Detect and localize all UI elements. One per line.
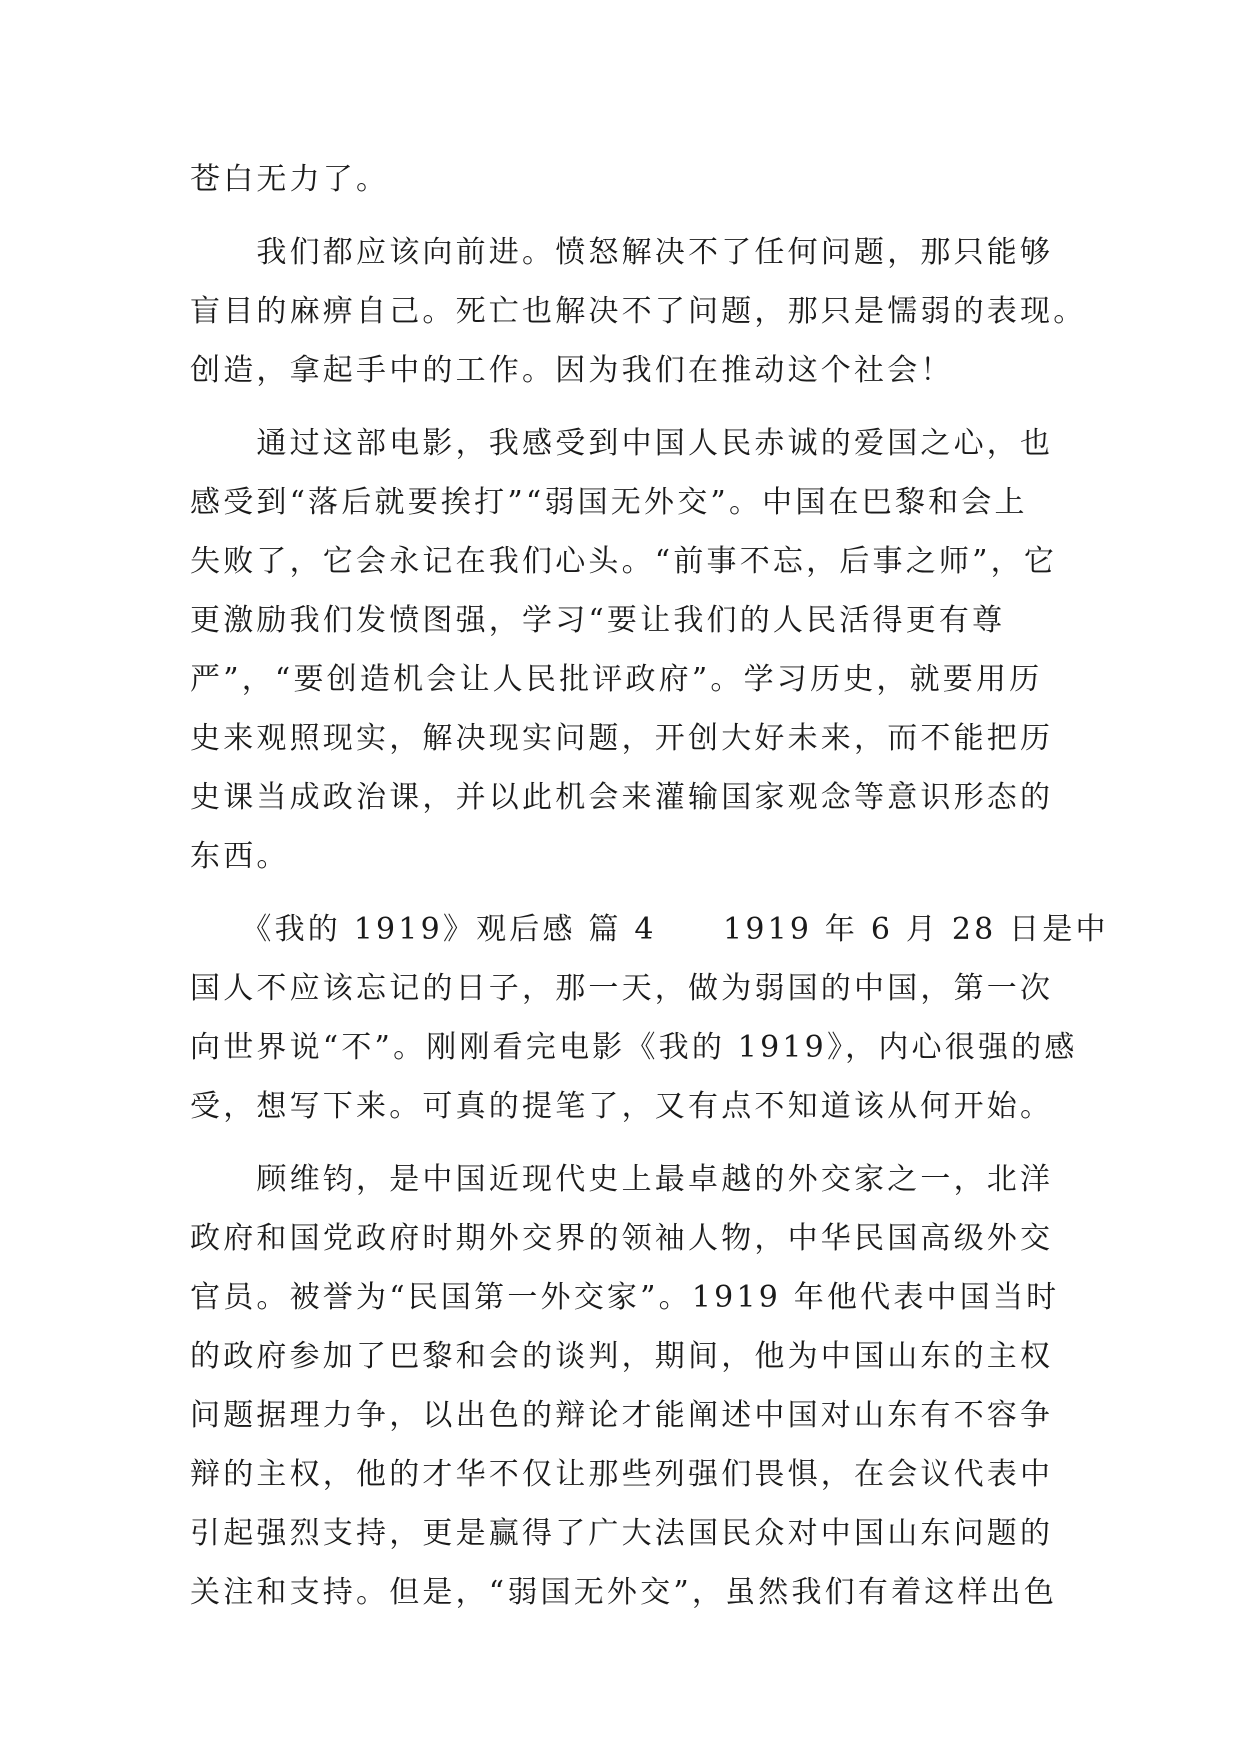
paragraph xyxy=(190,223,1087,400)
text-line: 问题据理力争，以出色的辩论才能阐述中国对山东有不容争 xyxy=(190,1398,1054,1433)
text-line: 感受到“落后就要挨打”“弱国无外交”。中国在巴黎和会上 xyxy=(190,485,1028,520)
text-line: 的政府参加了巴黎和会的谈判，期间，他为中国山东的主权 xyxy=(190,1339,1054,1374)
text-line: 史课当成政治课，并以此机会来灌输国家观念等意识形态的 xyxy=(190,780,1054,815)
text-line: 国人不应该忘记的日子，那一天，做为弱国的中国，第一次 xyxy=(190,971,1054,1006)
text-line: 通过这部电影，我感受到中国人民赤诚的爱国之心，也 xyxy=(190,426,1054,461)
text-line: 向世界说“不”。刚刚看完电影《我的 1919》，内心很强的感 xyxy=(190,1030,1078,1065)
text-line: 创造，拿起手中的工作。因为我们在推动这个社会！ xyxy=(190,353,954,388)
text-line: 失败了，它会永记在我们心头。“前事不忘，后事之师”，它 xyxy=(190,544,1058,579)
text-line: 引起强烈支持，更是赢得了广大法国民众对中国山东问题的 xyxy=(190,1516,1054,1551)
text-line: 苍白无力了。 xyxy=(190,162,390,197)
text-line: 顾维钧，是中国近现代史上最卓越的外交家之一，北洋 xyxy=(190,1162,1054,1197)
text-line: 政府和国党政府时期外交界的领袖人物，中华民国高级外交 xyxy=(190,1221,1054,1256)
paragraph xyxy=(190,900,1109,1136)
paragraph xyxy=(190,414,1058,886)
text-line: 东西。 xyxy=(190,839,290,874)
text-line: 关注和支持。但是，“弱国无外交”，虽然我们有着这样出色 xyxy=(190,1575,1058,1610)
paragraph xyxy=(190,1150,1060,1622)
document-page xyxy=(190,150,1109,1622)
text-line: 辩的主权，他的才华不仅让那些列强们畏惧，在会议代表中 xyxy=(190,1457,1054,1492)
text-line: 我们都应该向前进。愤怒解决不了任何问题，那只能够 xyxy=(190,235,1054,270)
text-line: 史来观照现实，解决现实问题，开创大好未来，而不能把历 xyxy=(190,721,1054,756)
paragraph xyxy=(190,150,1050,209)
text-line: 盲目的麻痹自己。死亡也解决不了问题，那只是懦弱的表现。 xyxy=(190,294,1087,329)
text-line: 官员。被誉为“民国第一外交家”。1919 年他代表中国当时 xyxy=(190,1280,1060,1315)
text-line: 受，想写下来。可真的提笔了，又有点不知道该从何开始。 xyxy=(190,1089,1054,1124)
text-line: 更激励我们发愤图强，学习“要让我们的人民活得更有尊 xyxy=(190,603,1006,638)
text-line: 《我的 1919》观后感 篇 4 1919 年 6 月 28 日是中 xyxy=(190,912,1109,947)
text-line: 严”，“要创造机会让人民批评政府”。学习历史，就要用历 xyxy=(190,662,1043,697)
